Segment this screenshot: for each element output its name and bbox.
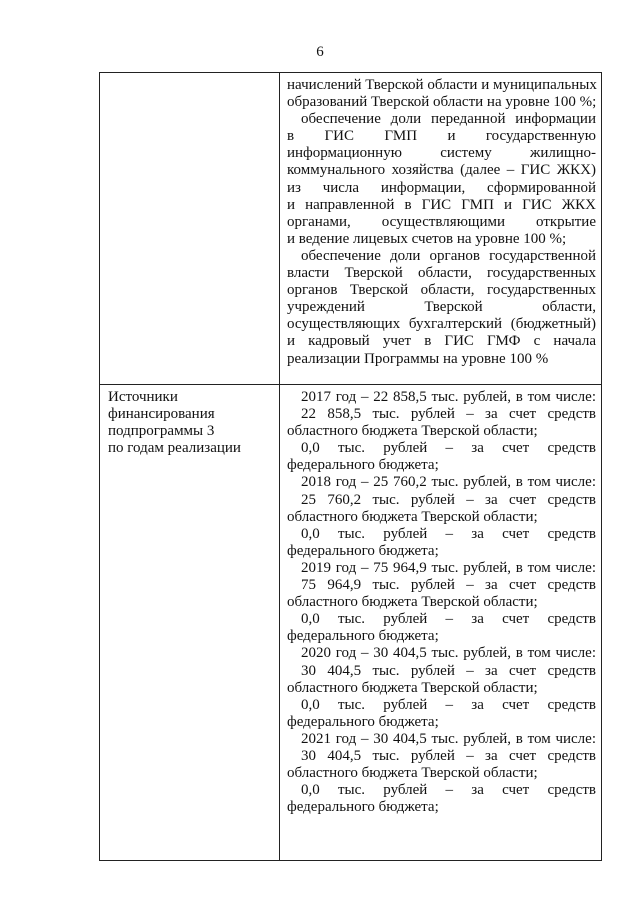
indicator-text-line: органов Тверской области, государственных — [287, 282, 596, 299]
funding-text-line: 0,0 тыс. рублей – за счет средств — [301, 611, 596, 628]
funding-text-line: федерального бюджета; — [287, 542, 439, 559]
funding-text-line: федерального бюджета; — [287, 457, 439, 474]
funding-text-line: 0,0 тыс. рублей – за счет средств — [301, 782, 596, 799]
indicator-text-line: и направленной в ГИС ГМП и ГИС ЖКХ — [287, 196, 596, 213]
indicator-text-line: и ведение лицевых счетов на уровне 100 %; — [287, 230, 567, 247]
indicator-text-line: из числа информации, сформированной — [287, 179, 596, 196]
column-divider — [279, 73, 280, 860]
funding-text-line: 25 760,2 тыс. рублей – за счет средств — [301, 491, 596, 508]
funding-text-line: областного бюджета Тверской области; — [287, 594, 538, 611]
funding-text-line: федерального бюджета; — [287, 799, 439, 816]
indicator-text-line: власти Тверской области, государственных — [287, 265, 596, 282]
indicator-text-line: в ГИС ГМП и государственную — [287, 128, 596, 145]
indicator-text-line: органами, осуществляющими открытие — [287, 213, 596, 230]
indicator-text-line: осуществляющих бухгалтерский (бюджетный) — [287, 316, 596, 333]
indicator-text-line: учреждений Тверской области, — [287, 299, 596, 316]
label-line: подпрограммы 3 — [108, 423, 215, 439]
funding-sources-label — [108, 389, 276, 457]
indicator-text-line: образований Тверской области на уровне 100 %; — [287, 94, 597, 111]
label-line: по годам реализации — [108, 440, 241, 456]
funding-text-line: 2017 год – 22 858,5 тыс. рублей, в том числе: — [301, 389, 596, 405]
funding-text-line: 0,0 тыс. рублей – за счет средств — [301, 696, 596, 713]
funding-text-line: 0,0 тыс. рублей – за счет средств — [301, 440, 596, 457]
funding-text-line: областного бюджета Тверской области; — [287, 508, 538, 525]
funding-text-line: 2018 год – 25 760,2 тыс. рублей, в том числе: — [301, 474, 596, 491]
funding-text-line: 0,0 тыс. рублей – за счет средств — [301, 525, 596, 542]
funding-text-line: федерального бюджета; — [287, 713, 439, 730]
indicator-text-line: информационную систему жилищно- — [287, 145, 596, 162]
funding-text-line: 75 964,9 тыс. рублей – за счет средств — [301, 577, 596, 594]
indicators-cell — [287, 77, 596, 368]
label-line: финансирования — [108, 406, 215, 422]
funding-text-line: областного бюджета Тверской области; — [287, 679, 538, 696]
indicator-text-line: обеспечение доли органов государственной — [301, 247, 596, 264]
funding-text-line: областного бюджета Тверской области; — [287, 423, 538, 440]
passport-table — [99, 72, 602, 861]
funding-text-line: 30 404,5 тыс. рублей – за счет средств — [301, 747, 596, 764]
funding-text-line: 30 404,5 тыс. рублей – за счет средств — [301, 662, 596, 679]
indicator-text-line: и кадровый учет в ГИС ГМФ с начала — [287, 333, 596, 350]
funding-text-line: федерального бюджета; — [287, 628, 439, 645]
funding-text-line: 2020 год – 30 404,5 тыс. рублей, в том числе: — [301, 645, 596, 662]
funding-text-line: 2019 год – 75 964,9 тыс. рублей, в том числе: — [301, 559, 596, 576]
page-number: 6 — [316, 44, 324, 60]
funding-text-line: 22 858,5 тыс. рублей – за счет средств — [301, 406, 596, 423]
funding-text-line: областного бюджета Тверской области; — [287, 765, 538, 782]
indicator-text-line: реализации Программы на уровне 100 % — [287, 350, 549, 367]
funding-text-line: 2021 год – 30 404,5 тыс. рублей, в том числе: — [301, 730, 596, 747]
indicator-text-line: начислений Тверской области и муниципальных — [287, 77, 597, 93]
row-divider — [100, 384, 601, 385]
label-line: Источники — [108, 389, 178, 405]
funding-by-year-cell — [287, 389, 596, 816]
indicator-text-line: коммунального хозяйства (далее – ГИС ЖКХ) — [287, 162, 596, 179]
indicator-text-line: обеспечение доли переданной информации — [301, 111, 596, 128]
